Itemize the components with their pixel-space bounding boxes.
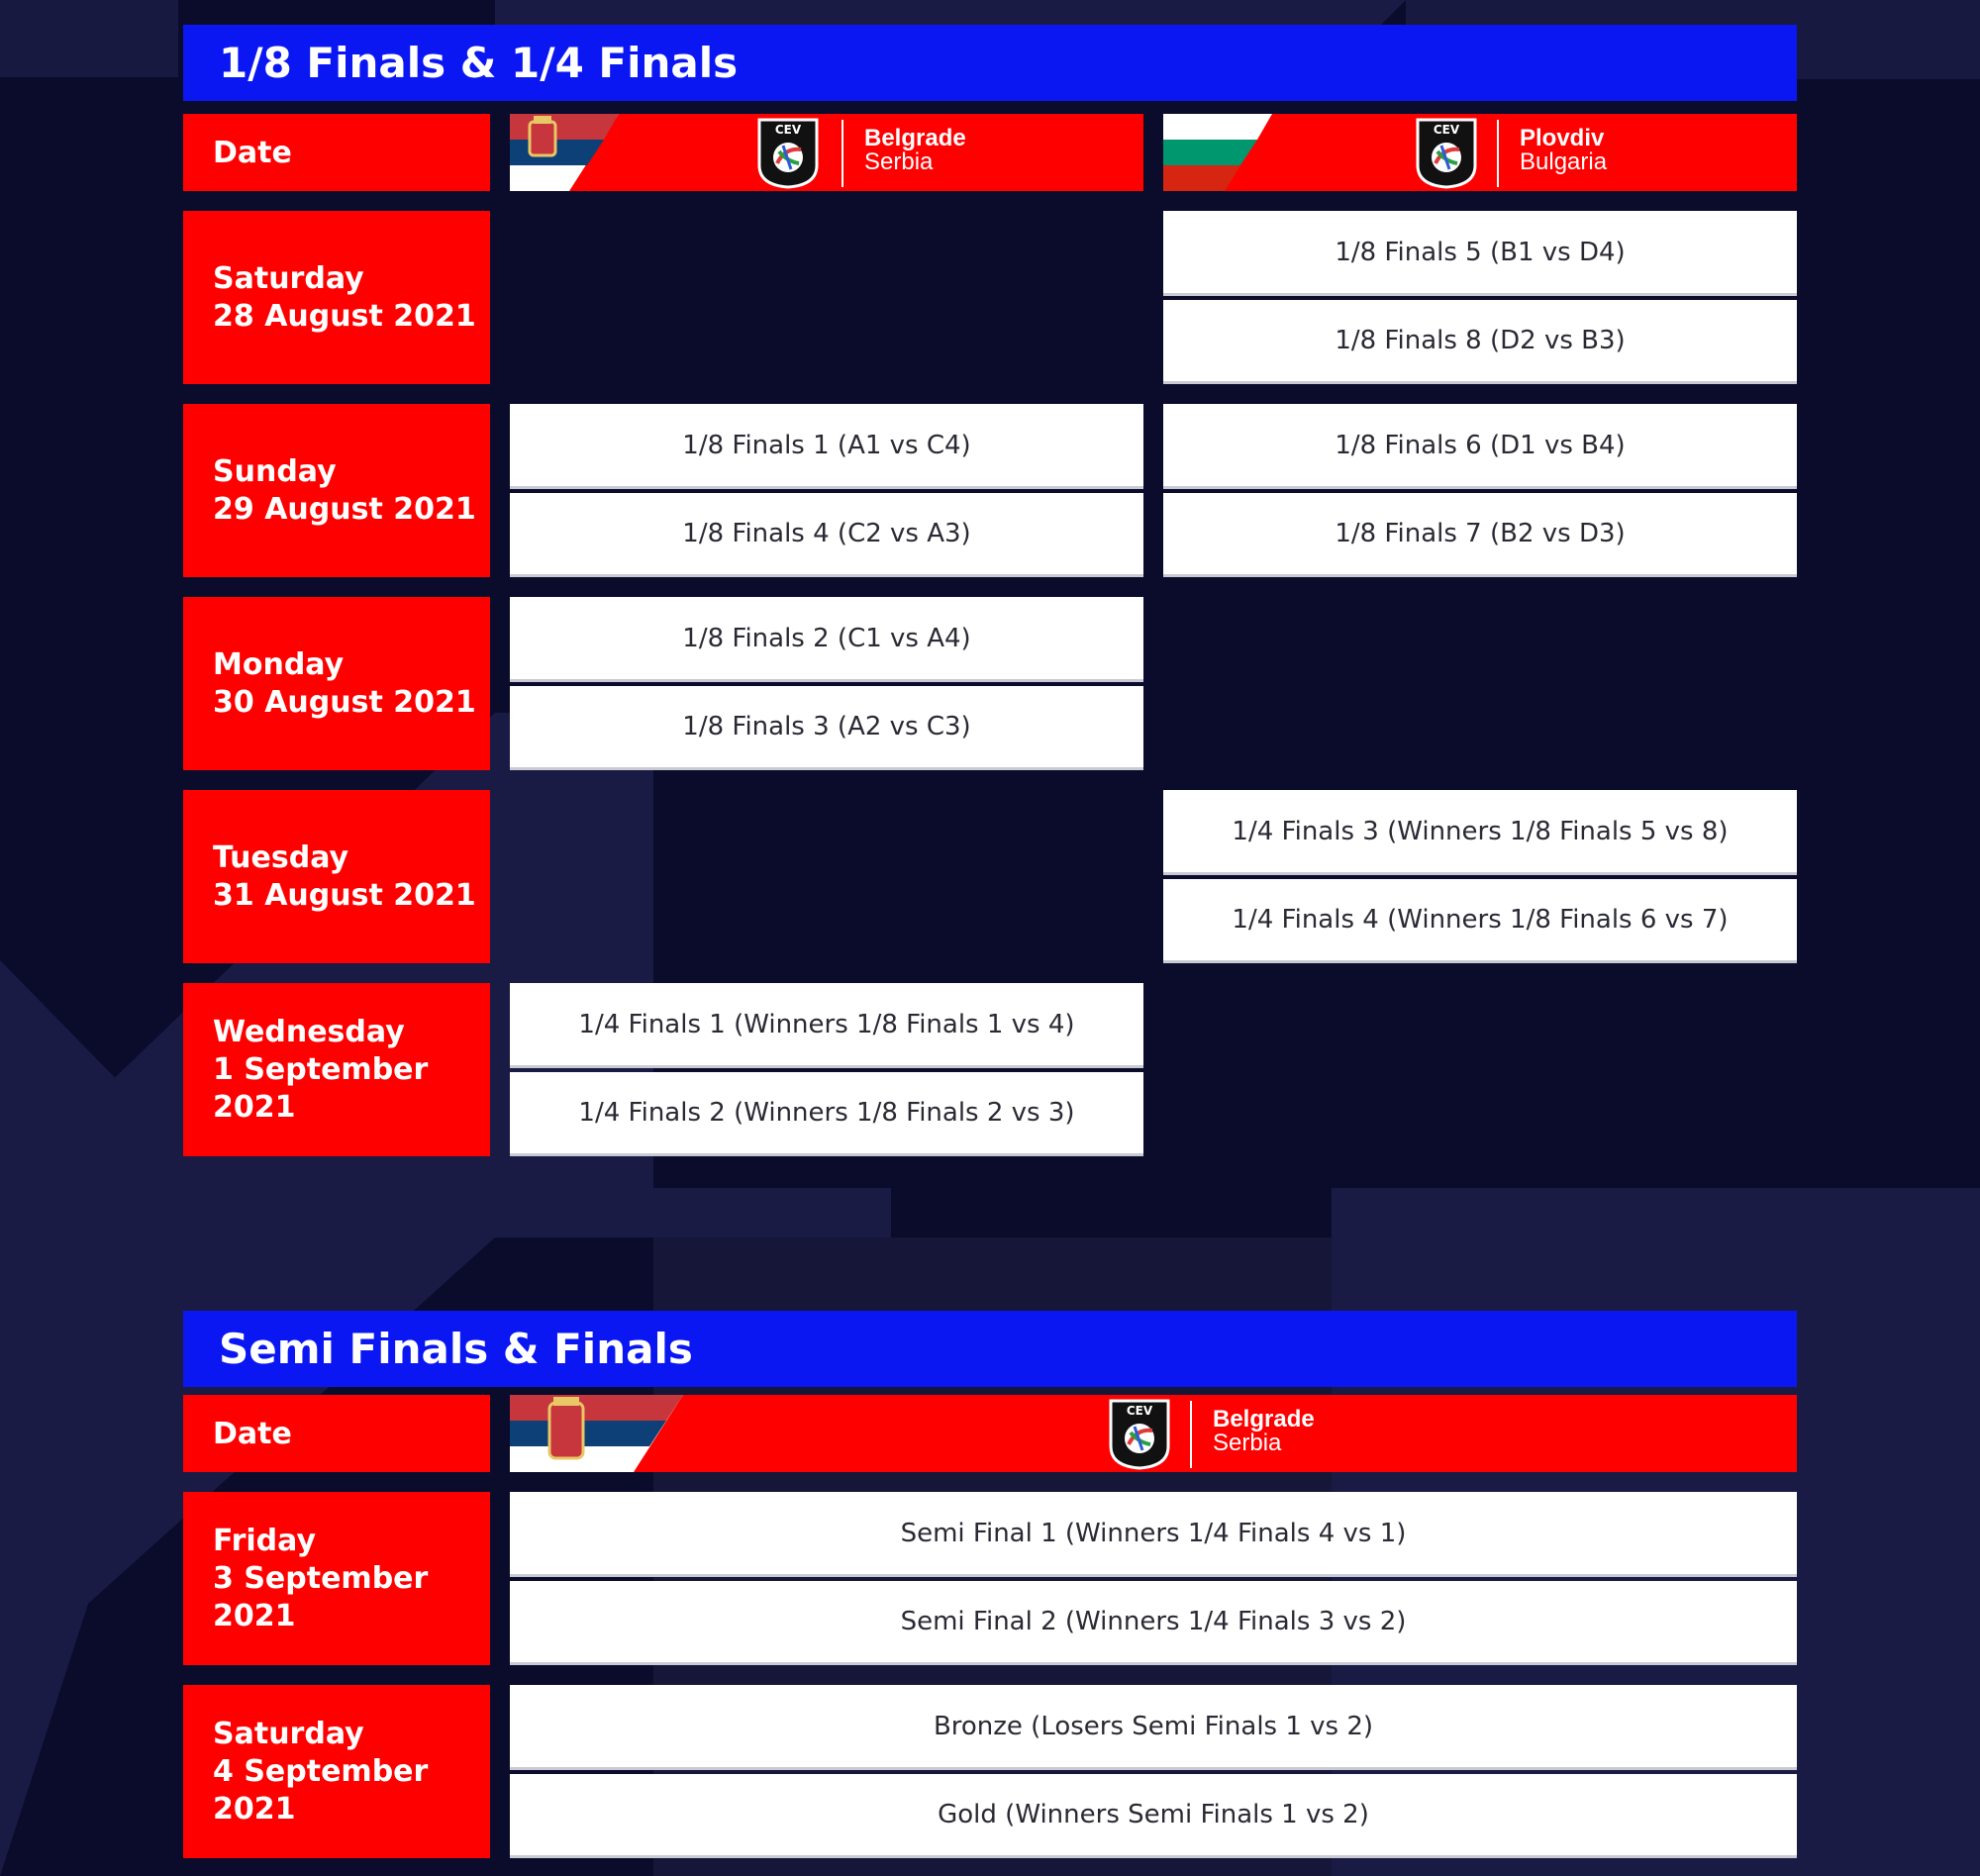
match-cell-finals: Bronze (Losers Semi Finals 1 vs 2): [510, 1685, 1797, 1770]
match-cell-plovdiv: 1/8 Finals 5 (B1 vs D4): [1163, 211, 1797, 296]
city-name: Belgrade: [864, 125, 966, 151]
day-date: 4 September 2021: [213, 1753, 429, 1827]
match-cell-plovdiv: 1/8 Finals 6 (D1 vs B4): [1163, 404, 1797, 489]
city-name: Plovdiv: [1520, 125, 1605, 151]
cev-logo-text: CEV: [1433, 123, 1460, 137]
cev-logo-text: CEV: [1126, 1404, 1153, 1418]
venue-label-plovdiv: [1520, 127, 1607, 174]
match-cell-belgrade: 1/4 Finals 1 (Winners 1/8 Finals 1 vs 4): [510, 983, 1143, 1068]
match-cell-plovdiv: 1/4 Finals 4 (Winners 1/8 Finals 6 vs 7): [1163, 879, 1797, 963]
date-cell-saturday-28-august: [183, 211, 490, 384]
date-cell-tuesday-31-august: [183, 790, 490, 963]
day-name: Saturday: [213, 1716, 364, 1751]
date-cell-wednesday-1-september: [183, 983, 490, 1156]
day-name: Sunday: [213, 453, 337, 489]
section-title-semi-finals-finals: Semi Finals & Finals: [183, 1311, 1797, 1387]
match-cell-plovdiv: 1/8 Finals 7 (B2 vs D3): [1163, 493, 1797, 577]
day-date: 28 August 2021: [213, 298, 476, 334]
date-cell-sunday-29-august: [183, 404, 490, 577]
venue-separator: [842, 120, 843, 187]
cev-logo-icon: [757, 118, 819, 189]
section-title-eighth-quarter-finals: 1/8 Finals & 1/4 Finals: [183, 25, 1797, 101]
day-name: Friday: [213, 1523, 317, 1558]
cev-logo-icon: [1109, 1399, 1170, 1470]
match-cell-belgrade: 1/4 Finals 2 (Winners 1/8 Finals 2 vs 3): [510, 1072, 1143, 1156]
day-date: 1 September 2021: [213, 1051, 429, 1125]
match-cell-finals: Semi Final 1 (Winners 1/4 Finals 4 vs 1): [510, 1492, 1797, 1577]
cev-logo-text: CEV: [774, 123, 802, 137]
day-date: 29 August 2021: [213, 491, 476, 527]
date-cell-monday-30-august: [183, 597, 490, 770]
match-cell-plovdiv: 1/4 Finals 3 (Winners 1/8 Finals 5 vs 8): [1163, 790, 1797, 875]
day-name: Saturday: [213, 260, 364, 296]
venue-header-plovdiv: [1163, 114, 1797, 191]
serbia-flag-icon: [510, 114, 639, 191]
match-cell-plovdiv: 1/8 Finals 8 (D2 vs B3): [1163, 300, 1797, 384]
country-name: Serbia: [1213, 1430, 1282, 1456]
venue-label-belgrade: [864, 127, 966, 174]
bulgaria-flag-icon: [1163, 114, 1292, 191]
cev-logo-icon: [1416, 118, 1477, 189]
match-cell-finals: Gold (Winners Semi Finals 1 vs 2): [510, 1774, 1797, 1858]
day-name: Wednesday: [213, 1014, 405, 1049]
city-name: Belgrade: [1213, 1406, 1315, 1432]
venue-header-belgrade-finals: [510, 1395, 1797, 1472]
match-cell-belgrade: 1/8 Finals 4 (C2 vs A3): [510, 493, 1143, 577]
date-column-header: Date: [183, 1395, 490, 1472]
country-name: Serbia: [864, 148, 934, 175]
venue-label-belgrade: [1213, 1408, 1315, 1455]
match-cell-belgrade: 1/8 Finals 2 (C1 vs A4): [510, 597, 1143, 682]
date-column-header: Date: [183, 114, 490, 191]
venue-separator: [1497, 120, 1499, 187]
match-cell-finals: Semi Final 2 (Winners 1/4 Finals 3 vs 2): [510, 1581, 1797, 1665]
venue-separator: [1190, 1401, 1192, 1468]
day-date: 30 August 2021: [213, 684, 476, 720]
day-name: Tuesday: [213, 839, 349, 875]
match-cell-belgrade: 1/8 Finals 3 (A2 vs C3): [510, 686, 1143, 770]
date-cell-friday-3-september: [183, 1492, 490, 1665]
country-name: Bulgaria: [1520, 148, 1608, 175]
venue-header-belgrade: [510, 114, 1143, 191]
serbia-flag-icon: [510, 1395, 688, 1472]
day-date: 3 September 2021: [213, 1560, 429, 1633]
day-name: Monday: [213, 646, 345, 682]
day-date: 31 August 2021: [213, 877, 476, 913]
match-cell-belgrade: 1/8 Finals 1 (A1 vs C4): [510, 404, 1143, 489]
date-cell-saturday-4-september: [183, 1685, 490, 1858]
